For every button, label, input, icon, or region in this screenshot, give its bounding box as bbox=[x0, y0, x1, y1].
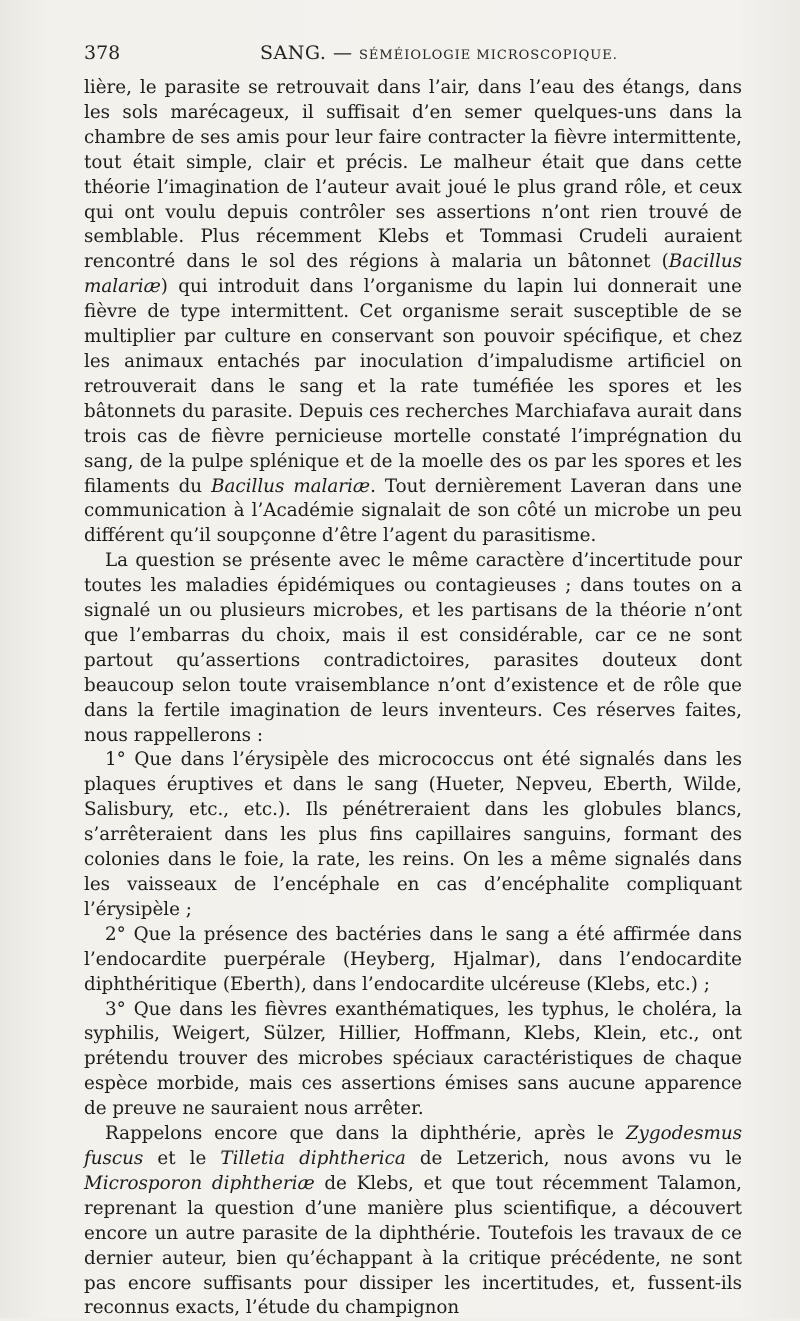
text-run: de Letzerich, nous avons vu le bbox=[405, 1147, 742, 1169]
italic-term: Microsporon diphtheriæ bbox=[84, 1172, 315, 1194]
text-run: Rappelons encore que dans la diphthérie, après le bbox=[105, 1123, 626, 1145]
running-title bbox=[260, 42, 618, 64]
text-run: 3° Que dans les fièvres exanthématiques, les typhus, le choléra, la syphilis, Weigert, Sülzer, Hillier, Hoffmann, Klebs, Klein, etc., ont prétendu trouver des microbes spéciaux caractéristiques de chaque espèce morbide, mais ces assertions émises sans aucune apparence de preuve ne sauraient nous arrêter. bbox=[84, 998, 742, 1120]
paragraph bbox=[84, 923, 742, 998]
text-run: La question se présente avec le même caractère d’incertitude pour toutes les maladies épidémiques ou contagieuses ; dans toutes on a signalé un ou plusieurs microbes, et les partisans de la théorie n’ont que l’embarras du choix, mais il est considérable, car ce ne sont partout qu’assertions contradictoires, parasites douteux dont beaucoup selon toute vraisemblance n’ont d’existence et de rôle que dans la fertile imagination de leurs inventeurs. Ces réserves faites, nous rappellerons : bbox=[84, 550, 742, 746]
italic-term: Bacillus malariæ bbox=[84, 251, 742, 298]
page-number: 378 bbox=[84, 42, 121, 64]
italic-term: Zygodesmus fuscus bbox=[84, 1123, 742, 1169]
paragraph bbox=[84, 76, 742, 549]
paragraph bbox=[84, 998, 742, 1123]
running-title-main: SANG. — bbox=[260, 42, 353, 64]
running-header bbox=[84, 42, 742, 68]
italic-term: Bacillus malariæ bbox=[211, 475, 371, 497]
running-title-sub: SÉMÉIOLOGIE MICROSCOPIQUE. bbox=[359, 48, 618, 63]
text-run: . Tout dernièrement Laveran dans une communication à l’Académie signalait de son côté un microbe un peu différent qu’il soupçonne d’être l’agent du parasitisme. bbox=[84, 475, 742, 547]
italic-term: Tilletia diphtherica bbox=[220, 1147, 406, 1169]
text-run: lière, le parasite se retrouvait dans l’air, dans l’eau des étangs, dans les sols marécageux, il suffisait d’en semer quelques-uns dans la chambre de ses amis pour leur faire contracter la fièvre intermittente, tout était simple, clair et précis. Le malheur était que dans cette théorie l’imagination de l’auteur avait joué le plus grand rôle, et ceux qui ont voulu depuis contrôler ses assertions n’ont rien trouvé de semblable. Plus récemment Klebs et Tommasi Crudeli auraient rencontré dans le sol des régions à malaria un bâtonnet ( bbox=[84, 77, 742, 273]
text-run: 1° Que dans l’érysipèle des micrococcus ont été signalés dans les plaques éruptives et dans le sang (Hueter, Nepveu, Eberth, Wilde, Salisbury, etc., etc.). Ils pénétreraient dans les globules blancs, s’arrêteraient dans les plus fins capillaires sanguins, formant des colonies dans le foie, la rate, les reins. On les a même signalés dans les vaisseaux de l’encéphale en cas d’encéphalite compliquant l’érysipèle ; bbox=[84, 749, 742, 920]
text-run: et le bbox=[143, 1147, 221, 1169]
text-run: de Klebs, et que tout récemment Talamon, reprenant la question d’une manière plus scientifique, a découvert encore un autre parasite de la diphthérie. Toutefois les travaux de ce dernier auteur, bien qu’échappant à la critique précédente, ne sont pas encore suffisants pour dissiper les incertitudes, et, fussent-ils reconnus exacts, l’étude du champignon bbox=[84, 1172, 742, 1319]
paragraph bbox=[84, 1122, 742, 1321]
paragraph bbox=[84, 549, 742, 748]
paragraph bbox=[84, 748, 742, 922]
text-run: 2° Que la présence des bactéries dans le sang a été affirmée dans l’endocardite puerpérale (Heyberg, Hjalmar), dans l’endocardite diphthéritique (Eberth), dans l’endocardite ulcéreuse (Klebs, etc.) ; bbox=[84, 923, 742, 995]
text-run: ) qui introduit dans l’organisme du lapin lui donnerait une fièvre de type intermittent. Cet organisme serait susceptible de se multiplier par culture en conservant son pouvoir spécifique, et chez les animaux entachés par inoculation d’impaludisme artificiel on retrouverait dans le sang et la rate tuméfiée les spores et les bâtonnets du parasite. Depuis ces recherches Marchiafava aurait dans trois cas de fièvre pernicieuse mortelle constaté l’imprégnation du sang, de la pulpe splénique et de la moelle des os par les spores et les filaments du bbox=[84, 276, 742, 497]
body-text bbox=[84, 76, 742, 1321]
